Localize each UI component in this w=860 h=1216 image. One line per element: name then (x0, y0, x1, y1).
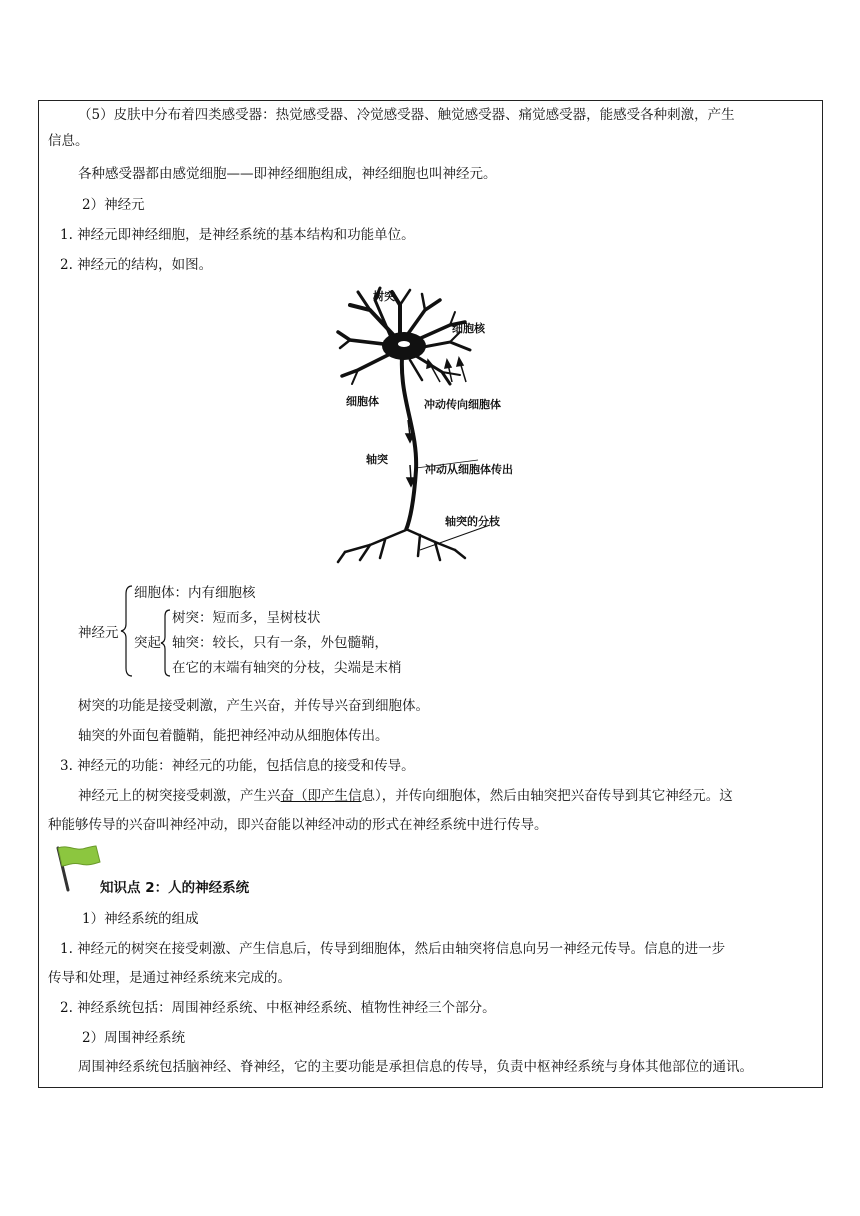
paragraph-receptors: 各种感受器都由感觉细胞——即神经细胞组成，神经细胞也叫神经元。 (78, 166, 497, 182)
outline-cell-body: 细胞体：内有细胞核 (134, 585, 256, 601)
paragraph-dendrite-function: 树突的功能是接受刺激，产生兴奋，并传导兴奋到细胞体。 (78, 698, 429, 714)
paragraph-impulse-line2: 种能够传导的兴奋叫神经冲动，即兴奋能以神经冲动的形式在神经系统中进行传导。 (48, 817, 548, 833)
label-axon: 轴突 (366, 453, 388, 466)
paragraph-skin-receptors-line1: （5）皮肤中分布着四类感受器：热觉感受器、冷觉感受器、触觉感受器、痛觉感受器，能感受各种刺激，产生 (78, 107, 735, 123)
inner-brace (160, 608, 172, 678)
paragraph-axon-sheath: 轴突的外面包着髓鞘，能把神经冲动从细胞体传出。 (78, 728, 389, 744)
paragraph-skin-receptors-line2: 信息。 (48, 133, 89, 149)
list-item-2: 2. 神经元的结构，如图。 (60, 257, 213, 273)
label-nucleus: 细胞核 (452, 322, 485, 335)
outline-axon: 轴突：较长，只有一条，外包髓鞘， (172, 635, 388, 651)
list-item-system-2: 2. 神经系统包括：周围神经系统、中枢神经系统、植物性神经三个部分。 (60, 1000, 496, 1016)
list-item-system-1-line2: 传导和处理，是通过神经系统来完成的。 (48, 970, 291, 986)
list-item-system-1-line1: 1. 神经元的树突在接受刺激、产生信息后，传导到细胞体，然后由轴突将信息向另一神经元传导。信息的进一步 (60, 941, 726, 957)
label-impulse-to-cell-body: 冲动传向细胞体 (424, 398, 501, 411)
outline-dendrite: 树突：短而多，呈树枝状 (172, 610, 321, 626)
outline-axon-end: 在它的末端有轴突的分枝，尖端是末梢 (172, 660, 402, 676)
flag-icon (50, 842, 102, 894)
label-axon-branch: 轴突的分枝 (445, 515, 500, 528)
paragraph-impulse-line1: 神经元上的树突接受刺激，产生兴奋（即产生信息），并传向细胞体，然后由轴突把兴奋传导到其它神经元。这 (78, 788, 733, 804)
list-item-1: 1. 神经元即神经细胞，是神经系统的基本结构和功能单位。 (60, 227, 415, 243)
subheading-system-composition: 1）神经系统的组成 (82, 911, 199, 927)
neuron-diagram (330, 280, 540, 570)
outer-brace (120, 584, 134, 678)
outline-root: 神经元 (78, 625, 119, 641)
paragraph-peripheral: 周围神经系统包括脑神经、脊神经，它的主要功能是承担信息的传导，负责中枢神经系统与身体其他部位的通讯。 (78, 1059, 753, 1075)
list-item-3: 3. 神经元的功能：神经元的功能，包括信息的接受和传导。 (60, 758, 415, 774)
knowledge-point-title: 知识点 2：人的神经系统 (100, 880, 250, 896)
label-cell-body: 细胞体 (346, 395, 379, 408)
subheading-peripheral: 2）周围神经系统 (82, 1030, 186, 1046)
label-impulse-from-cell-body: 冲动从细胞体传出 (425, 463, 513, 476)
outline-process: 突起 (134, 635, 161, 651)
subheading-neuron: 2）神经元 (82, 197, 145, 213)
label-dendrite: 树突 (373, 290, 395, 303)
